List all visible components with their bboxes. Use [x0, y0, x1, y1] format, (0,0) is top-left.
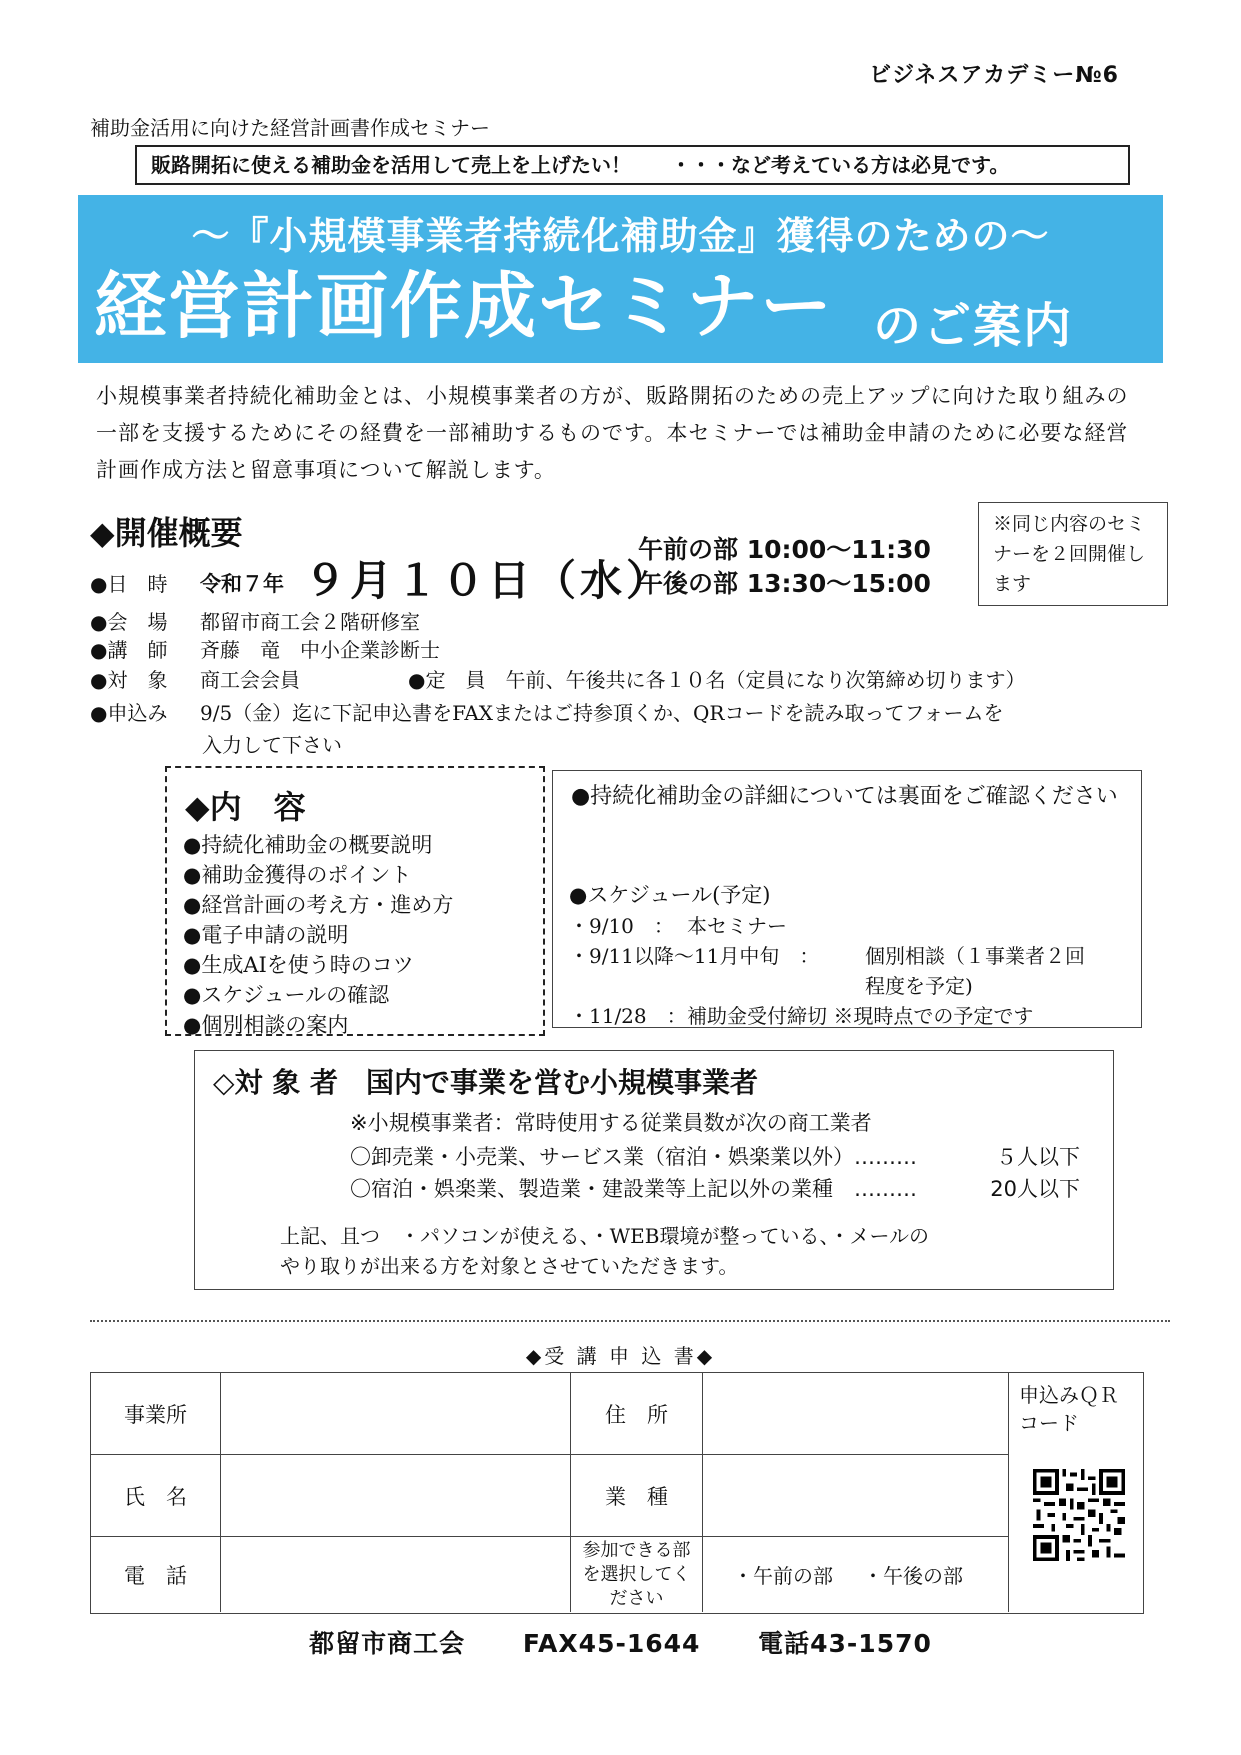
fax-number: FAX45-1644: [522, 1629, 701, 1658]
series-number: ビジネスアカデミー№6: [869, 63, 1119, 88]
schedule-date: ・9/10 ：: [569, 914, 674, 938]
industry-category: 〇宿泊・娯楽業、製造業・建設業等上記以外の業種 ………: [350, 1177, 917, 1201]
list-item: ●個別相談の案内: [183, 1013, 349, 1037]
banner-subtitle: ～『小規模事業者持続化補助金』獲得のための～: [191, 214, 1050, 258]
session-select-label: 参加できる部を選択してください: [571, 1537, 703, 1612]
catchphrase-box: [135, 145, 1130, 185]
catchphrase-tail: ・・・など考えている方は必見です。: [671, 153, 1010, 177]
form-title: ◆受 講 申 込 書◆: [525, 1344, 716, 1368]
venue-value: 都留市商工会２階研修室: [200, 610, 420, 634]
schedule-date: ・9/11以降～11月中旬 ：: [569, 944, 820, 968]
list-item: ●持続化補助金の概要説明: [183, 833, 433, 857]
date-era: 令和７年: [200, 571, 284, 596]
date-row: [90, 548, 672, 608]
phone-field[interactable]: [221, 1537, 571, 1612]
afternoon-session-option[interactable]: ・午後の部: [863, 1564, 963, 1588]
employee-limit: ５人以下: [996, 1145, 1080, 1169]
qr-cell: [1009, 1373, 1143, 1612]
industry-label: 業 種: [571, 1455, 703, 1537]
employee-limit: 20人以下: [990, 1177, 1080, 1201]
industry-field[interactable]: [703, 1455, 1009, 1537]
qr-label: 申込みＱＲコード: [1019, 1383, 1119, 1435]
address-field[interactable]: [703, 1373, 1009, 1455]
content-box: [165, 766, 545, 1036]
repeat-note-box: ※同じ内容のセミナーを２回開催します: [978, 502, 1168, 606]
qr-code-icon[interactable]: [1033, 1469, 1125, 1561]
schedule-title: ●スケジュール(予定): [569, 883, 771, 907]
industry-category: 〇卸売業・小売業、サービス業（宿泊・娯楽業以外）………: [350, 1145, 917, 1169]
capacity-value: ●定 員 午前、午後共に各１０名（定員になり次第締め切ります）: [408, 668, 1026, 692]
conditions-line-1: 上記、且つ ・パソコンが使える、・WEB環境が整っている、・メールの: [280, 1224, 930, 1248]
venue-label: ●会 場: [90, 610, 168, 634]
list-item: ●補助金獲得のポイント: [183, 863, 412, 887]
content-list: [183, 830, 453, 1040]
intro-paragraph: 小規模事業者持続化補助金とは、小規模事業者の方が、販路開拓のための売上アップに向けた取り組みの一部を支援するためにその経費を一部補助するものです。本セミナーでは補助金申請のために必要な経営計画作成方法と留意事項について解説します。: [96, 384, 1129, 482]
morning-session-time: 午前の部 10:00～11:30: [638, 535, 931, 564]
participation-conditions: [280, 1221, 1080, 1281]
small-business-definition: ※小規模事業者：常時使用する従業員数が次の商工業者: [350, 1111, 872, 1135]
seminar-subtitle: 補助金活用に向けた経営計画書作成セミナー: [90, 116, 490, 140]
schedule-event: 補助金受付締切 ※現時点での予定です: [687, 1004, 1034, 1028]
seminar-date: ９月１０日（水）: [304, 556, 673, 605]
application-row: [90, 697, 1130, 761]
date-label: ●日 時: [90, 572, 168, 596]
morning-session-option[interactable]: ・午前の部: [733, 1564, 833, 1588]
subsidy-detail-note: ●持続化補助金の詳細については裏面をご確認ください: [571, 784, 1118, 809]
application-text-cont: 入力して下さい: [202, 733, 342, 757]
banner-title: 経営計画作成セミナー: [94, 264, 835, 348]
list-item: ●経営計画の考え方・進め方: [183, 893, 454, 917]
organization-name: 都留市商工会: [309, 1629, 466, 1658]
schedule-event: 本セミナー: [687, 914, 787, 938]
target-value: 商工会会員: [200, 668, 300, 692]
lecturer-value: 斉藤 竜 中小企業診断士: [200, 638, 440, 662]
list-item: ●電子申請の説明: [183, 923, 349, 947]
target-row: [90, 664, 1026, 693]
address-label: 住 所: [571, 1373, 703, 1455]
title-banner: [78, 195, 1163, 363]
target-audience-box: [194, 1050, 1114, 1290]
list-item: ●スケジュールの確認: [183, 983, 390, 1007]
lecturer-label: ●講 師: [90, 638, 168, 662]
schedule-event: 個別相談（１事業者２回: [865, 944, 1085, 968]
schedule-date: ・11/28 ：: [569, 1004, 687, 1028]
cut-line: [90, 1320, 1170, 1322]
name-label: 氏 名: [91, 1455, 221, 1537]
name-field[interactable]: [221, 1455, 571, 1537]
phone-label: 電 話: [91, 1537, 221, 1612]
employee-limit-row: [350, 1173, 1080, 1203]
office-label: 事業所: [91, 1373, 221, 1455]
target-label: ●対 象: [90, 668, 168, 692]
afternoon-session-time: 午後の部 13:30～15:00: [638, 569, 931, 598]
lecturer-row: [90, 634, 440, 663]
target-audience-heading: ◇対 象 者 国内で事業を営む小規模事業者: [213, 1066, 759, 1099]
list-item: ●生成AIを使う時のコツ: [183, 953, 414, 977]
application-text: 9/5（金）迄に下記申込書をFAXまたはご持参頂くか、QRコードを読み取ってフォームを: [200, 701, 1004, 725]
office-field[interactable]: [221, 1373, 571, 1455]
contact-footer: [0, 1624, 1241, 1660]
overview-heading: ◆開催概要: [90, 514, 243, 552]
venue-row: [90, 606, 420, 635]
application-form-table: [90, 1372, 1144, 1614]
session-options: [703, 1537, 1009, 1612]
schedule-box: [552, 770, 1142, 1028]
conditions-line-2: やり取りが出来る方を対象とさせていただきます。: [280, 1254, 739, 1278]
employee-limit-row: [350, 1141, 1080, 1171]
content-heading: ◆内 容: [185, 788, 306, 826]
application-label: ●申込み: [90, 701, 168, 725]
catchphrase-main: 販路開拓に使える補助金を活用して売上を上げたい！: [151, 153, 631, 177]
phone-number: 電話43-1570: [758, 1629, 932, 1658]
schedule-event-cont: 程度を予定): [865, 974, 973, 998]
banner-title-suffix: のご案内: [873, 298, 1074, 354]
